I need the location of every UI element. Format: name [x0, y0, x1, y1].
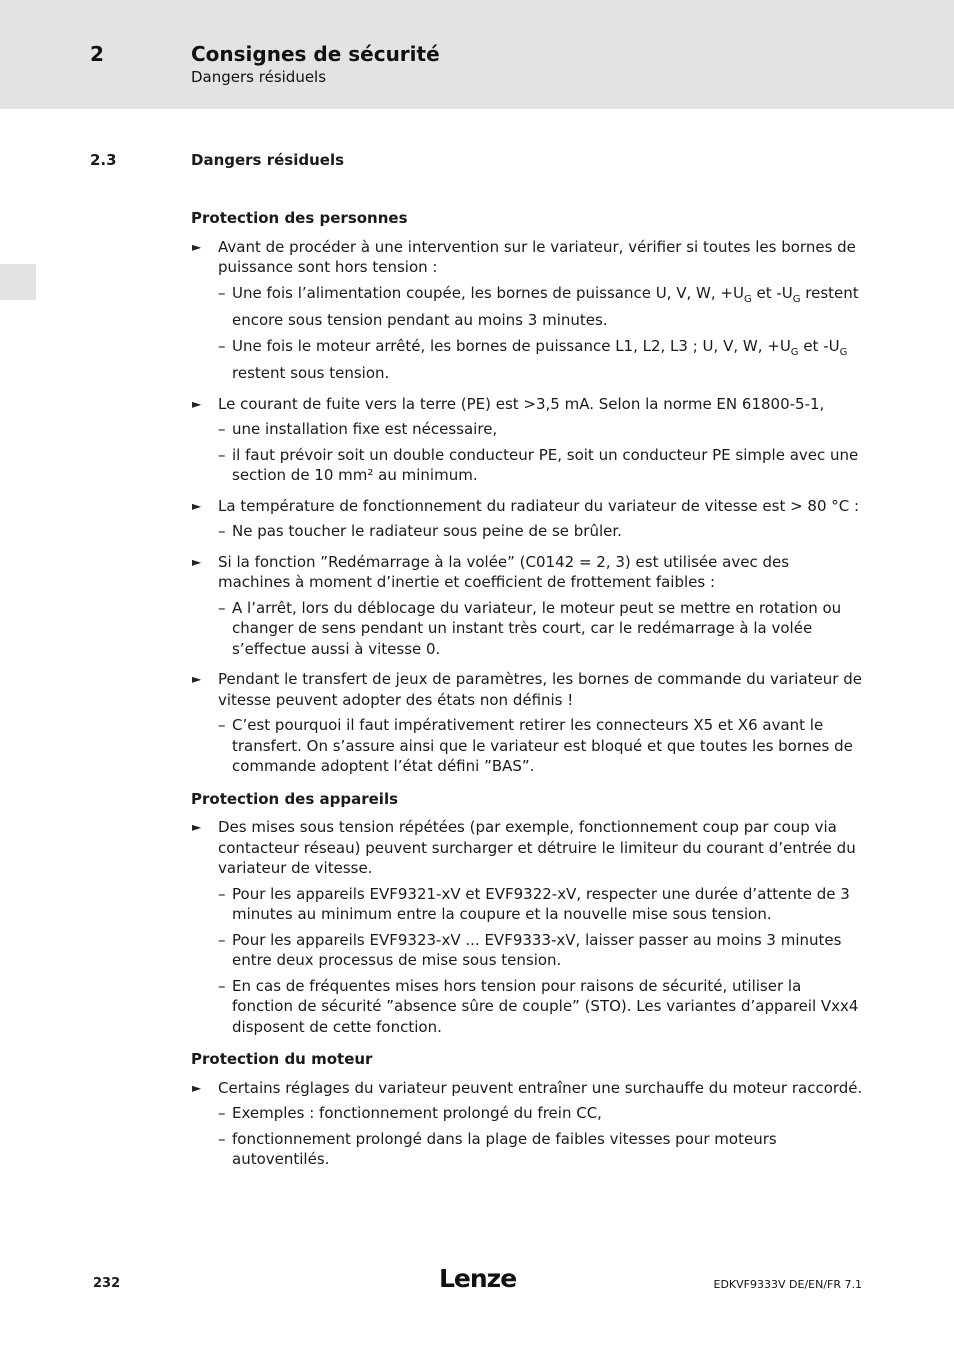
page-number: 232 — [93, 1276, 121, 1291]
sub-item — [191, 336, 866, 384]
bullet-text: Le courant de fuite vers la terre (PE) est >3,5 mA. Selon la norme EN 61800-5-1, — [218, 394, 825, 413]
sub-item-text: Une fois l’alimentation coupée, les bornes de puissance U, V, W, $+U_G$ et $-U_G$ restent encore sous tension pendant au moins 3 minutes. — [232, 283, 859, 329]
bullet-item — [191, 669, 866, 710]
dash-marker: – — [218, 598, 226, 617]
dash-marker: – — [218, 930, 226, 949]
dash-marker: – — [218, 445, 226, 464]
sub-item — [191, 521, 866, 542]
sub-item-text: En cas de fréquentes mises hors tension pour raisons de sécurité, utiliser la fonction de sécurité ”absence sûre de couple” (STO). Les variantes d’appareil Vxx4 disposent de cette fonction. — [232, 976, 859, 1036]
sub-item — [191, 283, 866, 331]
bullet-item — [191, 552, 866, 593]
sub-item — [191, 976, 866, 1038]
bullet-item — [191, 394, 866, 415]
bullet-text: Certains réglages du variateur peuvent entraîner une surchauffe du moteur raccordé. — [218, 1078, 863, 1097]
dash-marker: – — [218, 716, 226, 734]
sub-item — [191, 1129, 866, 1170]
sub-item — [191, 1103, 866, 1124]
sub-item-text: A l’arrêt, lors du déblocage du variateur, le moteur peut se mettre en rotation ou changer de sens pendant un instant très court, car le redémarrage à la volée s’effectue aussi à vitesse 0. — [232, 598, 842, 658]
subsection — [191, 789, 866, 1038]
page-body — [191, 200, 866, 1180]
bullet-group — [191, 1078, 866, 1170]
bullet-text: La température de fonctionnement du radiateur du variateur de vitesse est > 80 °C : — [218, 496, 860, 515]
dash-marker: – — [218, 1104, 226, 1122]
dash-marker: – — [218, 976, 226, 995]
sub-item-text: C’est pourquoi il faut impérativement retirer les connecteurs X5 et X6 avant le transfert. On s’assure ainsi que le variateur est bloqué et que toutes les bornes de commande adoptent l’état défini ”BAS”. — [232, 716, 853, 775]
bullet-group — [191, 552, 866, 660]
dash-marker: – — [218, 884, 226, 903]
subsection-heading: Protection des appareils — [191, 789, 399, 808]
dash-marker: – — [218, 522, 226, 540]
page-header-band — [0, 0, 954, 109]
section-title: Dangers résiduels — [191, 151, 345, 169]
bullet-arrow-icon: ► — [192, 239, 202, 254]
subsection-heading: Protection des personnes — [191, 209, 408, 227]
bullet-text: Pendant le transfert de jeux de paramètres, les bornes de commande du variateur de vitesse peuvent adopter des états non définis ! — [218, 670, 862, 709]
sub-item-text: une installation fixe est nécessaire, — [232, 420, 498, 438]
bullet-arrow-icon: ► — [192, 820, 202, 834]
document-reference: EDKVF9333V DE/EN/FR 7.1 — [713, 1278, 862, 1291]
subsection-heading: Protection du moteur — [191, 1050, 373, 1068]
bullet-arrow-icon: ► — [192, 396, 202, 411]
subsection — [191, 208, 866, 777]
bullet-text: Si la fonction ”Redémarrage à la volée” (C0142 = 2, 3) est utilisée avec des machines à moment d’inertie et coefficient de frottement faibles : — [218, 552, 790, 591]
chapter-side-tab — [0, 264, 36, 300]
sub-item-text: il faut prévoir soit un double conducteur PE, soit un conducteur PE simple avec une section de 10 mm² au minimum. — [232, 445, 859, 484]
bullet-item — [191, 817, 866, 879]
sub-item-text: fonctionnement prolongé dans la plage de faibles vitesses pour moteurs autoventilés. — [232, 1129, 777, 1168]
bullet-text: Avant de procéder à une intervention sur le variateur, vérifier si toutes les bornes de puissance sont hors tension : — [218, 237, 856, 276]
bullet-arrow-icon: ► — [192, 672, 202, 686]
lenze-logo: Lenze — [439, 1264, 517, 1293]
dash-marker: – — [218, 336, 226, 355]
bullet-group — [191, 669, 866, 777]
bullet-item — [191, 237, 866, 278]
dash-marker: – — [218, 420, 226, 438]
sub-item — [191, 598, 866, 660]
sub-item — [191, 445, 866, 486]
dash-marker: – — [218, 1129, 226, 1148]
sub-item — [191, 884, 866, 925]
chapter-subtitle: Dangers résiduels — [191, 68, 327, 86]
dash-marker: – — [218, 283, 226, 302]
sub-item-text: Ne pas toucher le radiateur sous peine de se brûler. — [232, 522, 622, 540]
sub-item-text: Pour les appareils EVF9321-xV et EVF9322-xV, respecter une durée d’attente de 3 minutes au minimum entre la coupure et la nouvelle mise sous tension. — [232, 884, 850, 923]
bullet-group — [191, 394, 866, 486]
bullet-group — [191, 817, 866, 1037]
bullet-arrow-icon: ► — [192, 554, 202, 569]
bullet-item — [191, 496, 866, 517]
sub-item-text: Pour les appareils EVF9323-xV ... EVF9333-xV, laisser passer au moins 3 minutes entre deux processus de mise sous tension. — [232, 930, 842, 969]
bullet-arrow-icon: ► — [192, 498, 202, 513]
subsection — [191, 1049, 866, 1170]
sub-item-text: Exemples : fonctionnement prolongé du frein CC, — [232, 1104, 602, 1122]
bullet-group — [191, 496, 866, 542]
sub-item — [191, 930, 866, 971]
bullet-arrow-icon: ► — [192, 1080, 202, 1095]
sub-item — [191, 715, 866, 777]
chapter-title: Consignes de sécurité — [191, 42, 440, 66]
sub-item — [191, 419, 866, 440]
section-number: 2.3 — [90, 151, 117, 169]
bullet-text: Des mises sous tension répétées (par exemple, fonctionnement coup par coup via contacteur réseau) peuvent surcharger et détruire le limiteur du courant d’entrée du variateur de vitesse. — [218, 818, 856, 877]
chapter-number: 2 — [90, 42, 104, 66]
bullet-group — [191, 237, 866, 384]
bullet-item — [191, 1078, 866, 1099]
sub-item-text: Une fois le moteur arrêté, les bornes de puissance L1, L2, L3 ; U, V, W, $+U_G$ et $-U_G$ restent sous tension. — [232, 336, 848, 382]
